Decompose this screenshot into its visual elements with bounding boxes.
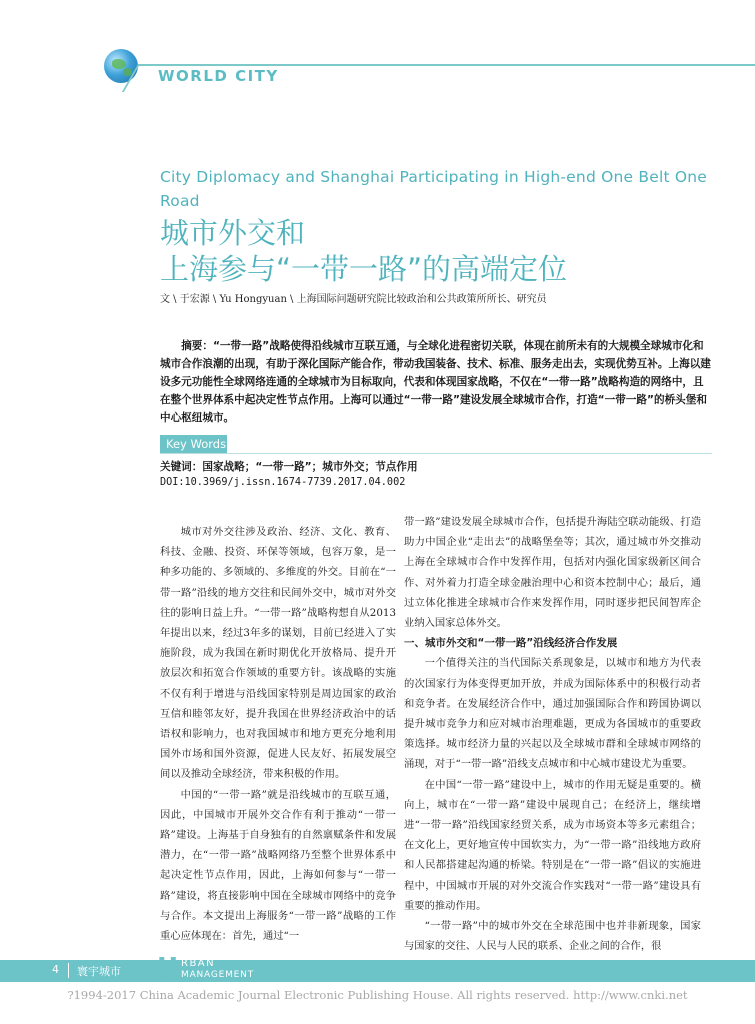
- section-label: WORLD CITY: [158, 67, 279, 85]
- body-column-left: [160, 522, 396, 946]
- abstract: 摘要：“一带一路”战略使得沿线城市互联互通，与全球化进程密切关联，体现在前所未有的大规模全球城市化和城市合作浪潮的出现，有助于深化国际产能合作，带动我国装备、技术、标准、服务走出去，实现优势互补。上海以建设多元功能性全球网络连通的全球城市为目标取向，代表和体现国家战略，不仅在“一带一路”战略构造的网络中，且在整个世界体系中起决定性节点作用。上海可以通过“一带一路”建设发展全球城市合作，打造“一带一路”的桥头堡和中心枢纽城市。: [160, 340, 711, 424]
- chinese-title-line-1: 城市外交和: [160, 216, 306, 250]
- keywords-badge: Key Words: [160, 435, 227, 453]
- english-title: City Diplomacy and Shanghai Participating in High-end One Belt One Road: [160, 168, 708, 210]
- copyright-notice: ?1994-2017 China Academic Journal Electronic Publishing House. All rights reserved. http://www.cnki.net: [67, 988, 688, 1002]
- paragraph: 中国的“一带一路”就是沿线城市的互联互通，因此，中国城市开展外交合作有利于推动“一带一路”建设。上海基于自身独有的自然禀赋条件和发展潜力，在“一带一路”战略网络乃至整个世界体系中起决定性节点作用，因此，上海如何参与“一带一路”建设，将直接影响中国在全球城市网络中的竞争与合作。本文提出上海服务“一带一路”战略的工作重心应体现在：首先，通过“一: [160, 788, 396, 943]
- urban-management-logo-letter: U: [157, 953, 179, 983]
- chinese-title: [160, 215, 567, 287]
- paragraph-continued: 带一路”建设发展全球城市合作，包括提升海陆空联动能级、打造助力中国企业“走出去”的战略堡垒等；其次，通过城市外交推动上海在全球城市合作中发挥作用，包括对内强化国家级新区间合作、对外着力打造全球金融治理中心和资本控制中心；最后，通过立体化推进全球城市合作来发挥作用，同时逐步把民间智库企业纳入国家总体外交。: [404, 516, 701, 630]
- magazine-name: 寰宇城市: [77, 965, 121, 978]
- footer-divider: [68, 963, 69, 978]
- urban-management-logo-bottom: MANAGEMENT: [181, 970, 254, 980]
- keywords-rule: [160, 453, 712, 454]
- paragraph: “一带一路”中的城市外交在全球范围中也并非新现象，国家与国家的交往、人民与人民的联系、企业之间的合作，很: [404, 920, 701, 953]
- paragraph: 在中国“一带一路”建设中上，城市的作用无疑是重要的。横向上，城市在“一带一路”建设中展现自己；在经济上，继续增进“一带一路”沿线国家经贸关系，成为市场资本等多元素组合；在文化上，更好地宣传中国软实力，为“一带一路”沿线地方政府和人民都搭建起沟通的桥梁。特别是在“一带一路”倡议的实施进程中，中国城市开展的对外交流合作实践对“一带一路”建设具有重要的推动作用。: [404, 778, 701, 912]
- doi: DOI:10.3969/j.issn.1674-7739.2017.04.002: [160, 477, 406, 488]
- paragraph: 城市对外交往涉及政治、经济、文化、教育、科技、金融、投资、环保等领域，包容万象，是一种多功能的、多领域的、多维度的外交。目前在“一带一路”沿线的地方交往和民间外交中，城市对外交往的影响日益上升。“一带一路”战略构想自从2013年提出以来，经过3年多的谋划，目前已经进入了实施阶段，成为我国在新时期优化开放格局、提升开放层次和拓宽合作领域的重要方针。该战略的实施不仅有利于增进与沿线国家特别是周边国家的政治互信和睦邻友好，提升我国在世界经济政治中的话语权和影响力，也对我国城市和地方更充分地利用国外市场和国外资源，促进人民友好、拓展发展空间以及推动全球经济，带来积极的作用。: [160, 526, 396, 781]
- keywords-line: 关键词：国家战略；“一带一路”；城市外交；节点作用: [160, 461, 418, 473]
- page-number: 4: [52, 963, 59, 976]
- body-column-right: [404, 512, 701, 956]
- chinese-title-line-2: 上海参与“一带一路”的高端定位: [160, 252, 568, 286]
- section-heading: 一、城市外交和“一带一路”沿线经济合作发展: [404, 637, 618, 650]
- urban-management-logo-top: RBAN: [181, 958, 216, 969]
- paragraph: 一个值得关注的当代国际关系现象是，以城市和地方为代表的次国家行为体变得更加开放，并成为国际体系中的积极行动者和竞争者。在发展经济合作中，通过加强国际合作和跨国协调以提升城市竞争力和应对城市治理难题，更成为各国城市的重要政策选择。城市经济力量的兴起以及全球城市群和全球城市网络的涌现，对于“一带一路”沿线支点城市和中心城市建设尤为重要。: [404, 657, 701, 771]
- author-line: 文 \ 于宏源 \ Yu Hongyuan \ 上海国际问题研究院比较政治和公共政策所所长、研究员: [160, 294, 547, 305]
